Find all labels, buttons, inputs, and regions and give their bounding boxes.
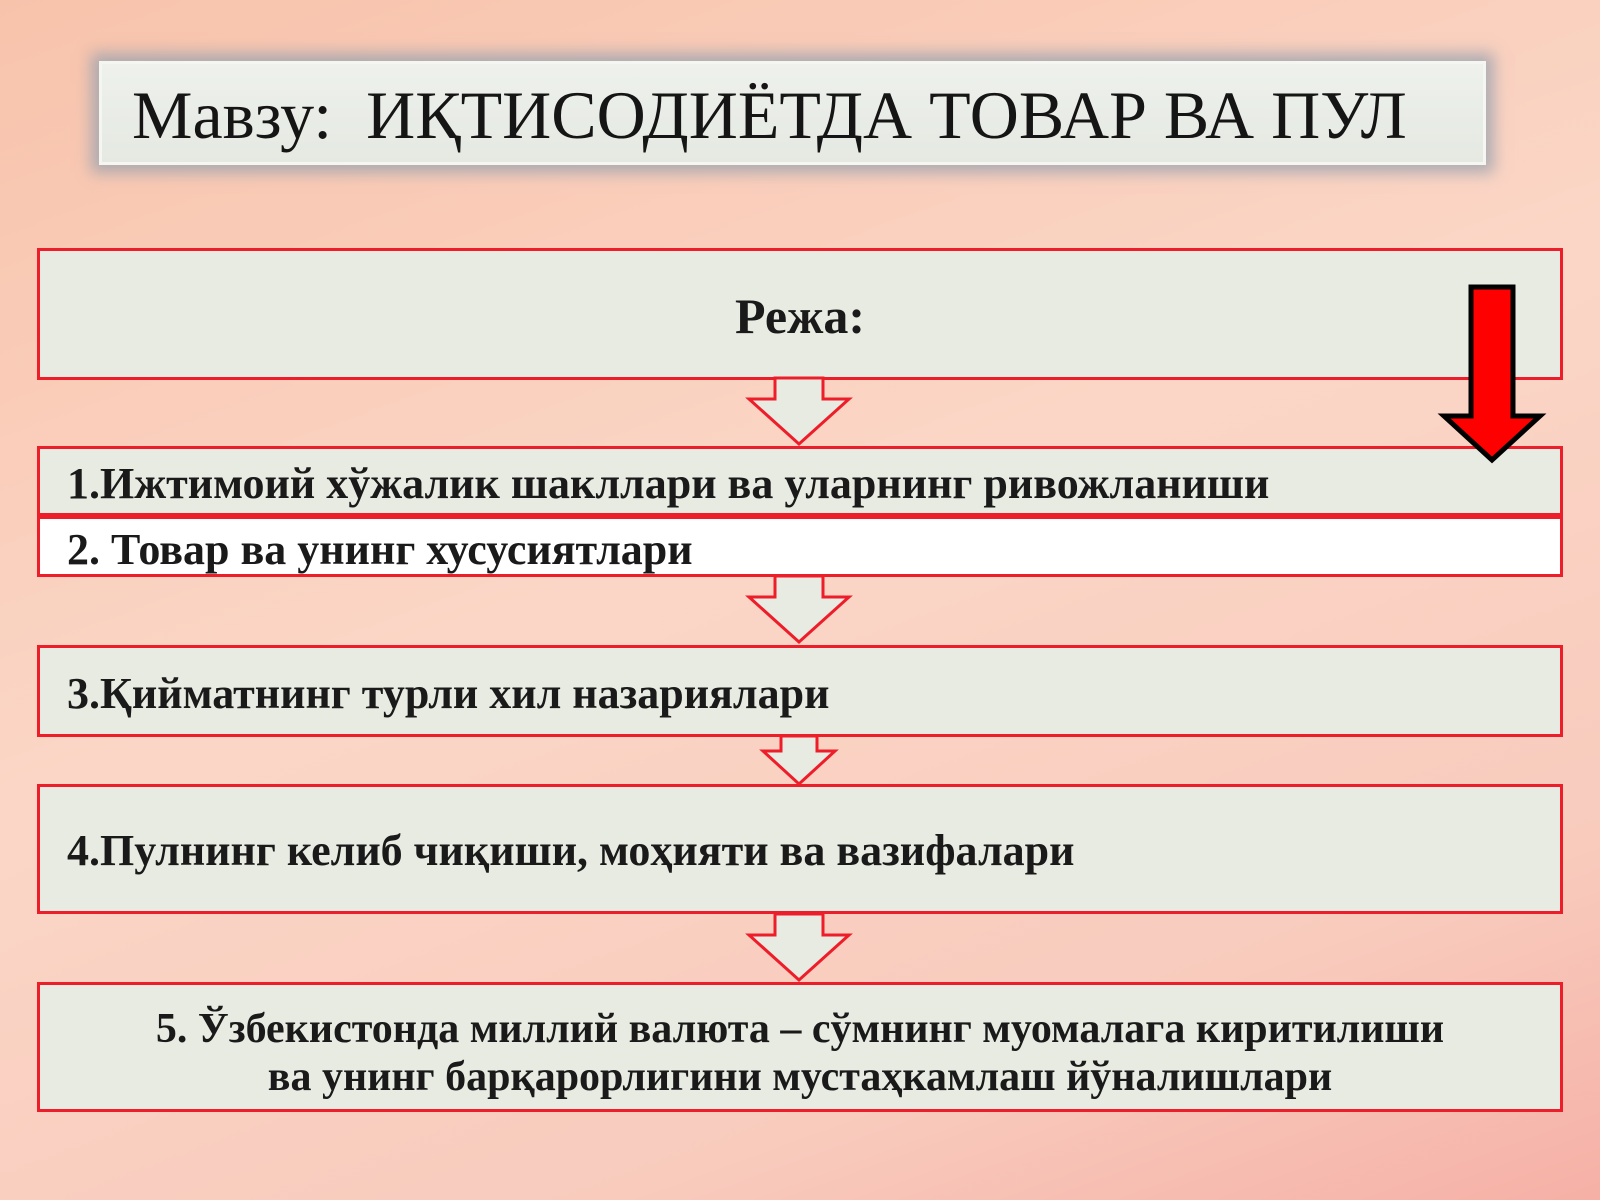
plan-header-text: Режа: [735, 288, 865, 344]
down-arrow-connector-4 [749, 914, 849, 980]
plan-header-box [37, 248, 1563, 380]
title-banner [99, 61, 1486, 165]
plan-item-5-text: 5. Ўзбекистонда миллий валюта – сўмнинг муомалага киритилиши ва унинг барқарорлигини мустаҳкамлаш йўналишлари [155, 1006, 1445, 1100]
plan-item-2-box [37, 516, 1563, 577]
plan-item-3-text: 3.Қийматнинг турли хил назариялари [67, 669, 830, 718]
down-arrow-connector-2 [749, 576, 849, 642]
down-arrow-connector-1 [749, 378, 849, 444]
plan-item-1-text: 1.Ижтимоий хўжалик шакллари ва уларнинг ривожланиши [67, 459, 1270, 508]
slide-title: Мавзу: ИҚТИСОДИЁТДА ТОВАР ВА ПУЛ [132, 77, 1407, 153]
plan-item-2-text: 2. Товар ва унинг хусусиятлари [67, 525, 693, 574]
down-arrow-connector-3 [763, 736, 835, 784]
plan-item-5-box [37, 982, 1563, 1112]
plan-item-3-box [37, 645, 1563, 737]
plan-item-4-box [37, 784, 1563, 914]
plan-item-4-text: 4.Пулнинг келиб чиқиши, моҳияти ва вазифалари [67, 826, 1075, 875]
plan-item-1-box [37, 446, 1563, 516]
